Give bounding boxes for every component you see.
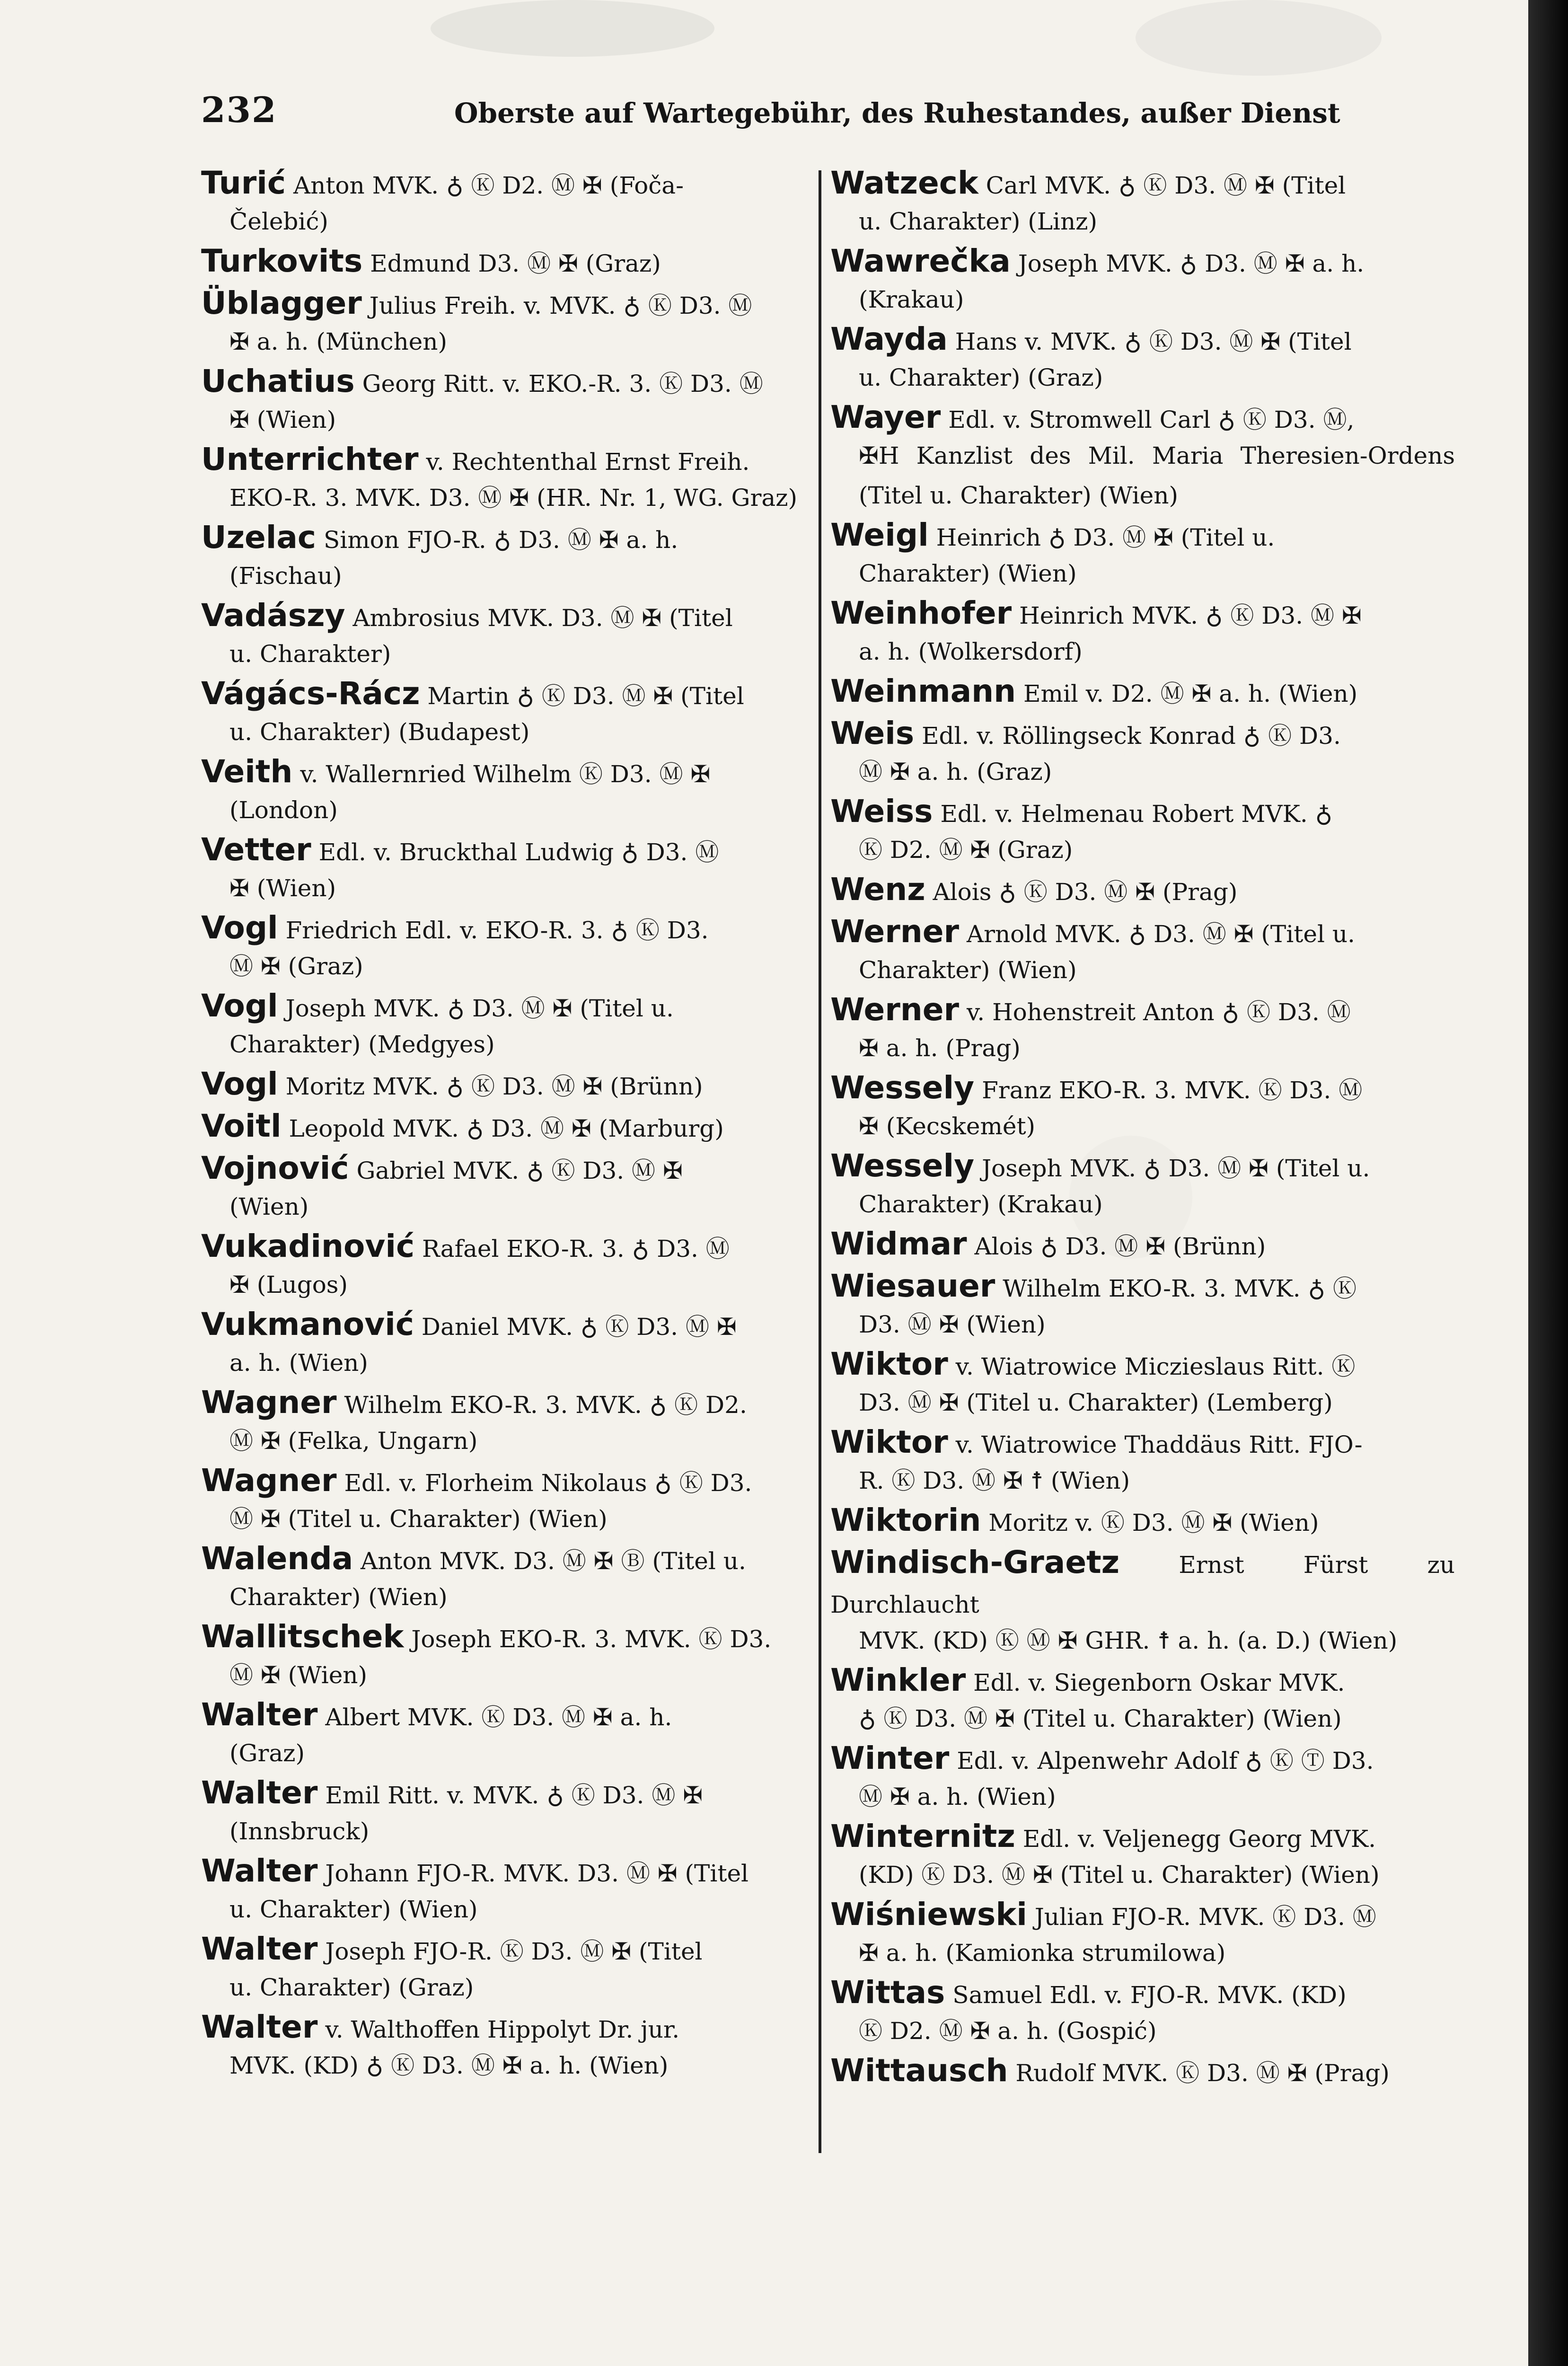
entry-surname: Weiss [830,793,933,830]
entry-surname: Vogl [201,909,278,946]
entry-details: Edl. v. Helmenau Robert MVK. ♁ [940,800,1333,828]
directory-entry [830,870,1455,912]
directory-entry [201,518,807,596]
entry-details: Emil v. D2. Ⓜ ✠ a. h. (Wien) [1023,680,1358,707]
entry-details: Samuel Edl. v. FJO-R. MVK. (KD) [952,1981,1347,2009]
directory-entry [830,1973,1455,2051]
directory-entry [201,1461,807,1539]
entry-surname: Veith [201,753,293,790]
entry-details: Julius Freih. v. MVK. ♁ Ⓚ D3. Ⓜ [369,292,752,319]
entry-line [201,1148,807,1191]
directory-entry [201,283,807,362]
entry-line [830,1422,1455,1465]
entry-details: Moritz MVK. ♁ Ⓚ D3. Ⓜ ✠ (Brünn) [285,1073,703,1100]
entry-details: Heinrich ♁ D3. Ⓜ ✠ (Titel u. [936,524,1275,551]
entry-details: Hans v. MVK. ♁ Ⓚ D3. Ⓜ ✠ (Titel [955,328,1352,355]
entry-line [201,1383,807,1425]
entry-continuation: Ⓜ ✠ (Graz) [229,953,363,980]
directory-entry [201,986,807,1064]
entry-line [830,1895,1455,1937]
entry-surname: Voitl [201,1108,282,1144]
entry-line [201,596,807,638]
entry-continuation: Ⓜ ✠ (Felka, Ungarn) [229,1427,478,1455]
entry-continuation: u. Charakter) (Wien) [229,1896,478,1923]
entry-line [830,1146,1455,1188]
entry-surname: Wayer [830,399,941,435]
entry-surname: Walenda [201,1540,353,1577]
entry-surname: Vadászy [201,597,345,634]
entry-line [830,319,1455,362]
entry-line [830,163,1455,205]
entry-continuation: R. Ⓚ D3. Ⓜ ✠ ☨ (Wien) [859,1467,1130,1494]
entry-details: Joseph MVK. ♁ D3. Ⓜ ✠ (Titel u. [982,1155,1370,1182]
directory-entry [830,319,1455,397]
entry-details: Edl. v. Siegenborn Oskar MVK. [973,1669,1345,1696]
entry-details: v. Hohenstreit Anton ♁ Ⓚ D3. Ⓜ [966,998,1351,1026]
entry-continuation: ✠ (Lugos) [229,1271,348,1298]
directory-entry [201,752,807,830]
entry-details: Edl. v. Bruckthal Ludwig ♁ D3. Ⓜ [318,839,719,866]
directory-entry [201,1064,807,1106]
page-number: 232 [201,90,277,131]
entry-line [201,674,807,716]
entry-surname: Walter [201,2009,318,2045]
directory-entry [830,397,1455,515]
entry-continuation: a. h. (Wien) [229,1349,368,1377]
entry-continuation: (Krakau) [859,286,964,313]
entry-continuation: Charakter) (Wien) [229,1583,448,1611]
entry-surname: Uzelac [201,519,317,556]
directory-entry [201,1227,807,1305]
directory-entry [830,1660,1455,1739]
entry-surname: Vogl [201,988,278,1024]
entry-continuation: D3. Ⓜ ✠ (Titel u. Charakter) (Lemberg) [859,1389,1333,1416]
directory-entry [830,241,1455,319]
entry-details: Edl. v. Röllingseck Konrad ♁ Ⓚ D3. [922,722,1341,750]
directory-entry [201,1148,807,1227]
entry-line [201,1851,807,1893]
entry-continuation: ✠ (Wien) [229,406,336,433]
entry-surname: Vetter [201,831,311,868]
entry-continuation: (London) [229,796,338,824]
entry-line [201,2007,807,2049]
entry-line [830,990,1455,1032]
entry-surname: Winter [830,1740,950,1776]
entry-continuation: Čelebić) [229,208,328,235]
entry-line [830,1817,1455,1859]
entry-line [201,241,807,283]
directory-entry [201,830,807,908]
entry-details: Anton MVK. D3. Ⓜ ✠ Ⓑ (Titel u. [361,1547,746,1575]
directory-entry [830,1146,1455,1224]
directory-entry [201,1773,807,1851]
directory-entry [830,163,1455,241]
entry-line [830,397,1455,440]
entry-surname: Vukadinović [201,1228,415,1264]
entry-continuation: u. Charakter) [229,640,391,668]
entry-surname: Windisch-Graetz [830,1544,1120,1580]
entry-continuation: (KD) Ⓚ D3. Ⓜ ✠ (Titel u. Charakter) (Wien) [859,1861,1380,1889]
entry-line [201,440,807,482]
entry-details: Martin ♁ Ⓚ D3. Ⓜ ✠ (Titel [427,682,744,710]
entry-line [201,908,807,950]
entry-surname: Weigl [830,517,929,553]
directory-entry [830,1739,1455,1817]
entry-surname: Wessely [830,1069,975,1106]
entry-continuation: Ⓚ D2. Ⓜ ✠ (Graz) [859,836,1073,864]
entry-surname: Wiśniewski [830,1896,1027,1933]
entry-details: Joseph EKO-R. 3. MVK. Ⓚ D3. [411,1625,772,1653]
directory-entry [830,1543,1455,1660]
directory-entry [201,596,807,674]
entry-line [830,2051,1455,2093]
entry-surname: Wallitschek [201,1618,404,1655]
entry-details: Joseph FJO-R. Ⓚ D3. Ⓜ ✠ (Titel [325,1938,703,1965]
entry-details: Ernst Fürst zu Durchlaucht [830,1551,1455,1618]
directory-entry [201,1305,807,1383]
directory-entry [830,1422,1455,1501]
entry-line [201,163,807,205]
entry-details: Edmund D3. Ⓜ ✠ (Graz) [370,250,661,277]
entry-continuation: D3. Ⓜ ✠ (Wien) [859,1311,1046,1338]
entry-details: Johann FJO-R. MVK. D3. Ⓜ ✠ (Titel [325,1860,749,1887]
entry-line [201,986,807,1028]
entry-continuation: EKO-R. 3. MVK. D3. Ⓜ ✠ (HR. Nr. 1, WG. Graz) [229,484,797,512]
entry-details: Edl. v. Alpenwehr Adolf ♁ Ⓚ Ⓣ D3. [957,1747,1374,1774]
entry-line [830,1266,1455,1308]
entry-surname: Wittausch [830,2052,1008,2089]
entry-surname: Werner [830,991,960,1028]
entry-details: v. Wiatrowice Miczieslaus Ritt. Ⓚ [955,1353,1356,1380]
directory-entry [201,1851,807,1929]
entry-line [201,1305,807,1347]
directory-entry [830,1501,1455,1543]
entry-surname: Weinmann [830,673,1016,709]
entry-surname: Weis [830,715,915,751]
entry-continuation: ✠ a. h. (München) [229,328,447,355]
entry-continuation: ✠H Kanzlist des Mil. Maria Theresien-Ordens (Titel u. Charakter) (Wien) [859,442,1455,509]
directory-entry [830,1068,1455,1146]
entry-details: Joseph MVK. ♁ D3. Ⓜ ✠ a. h. [1018,250,1365,277]
directory-entry [201,1106,807,1148]
entry-details: Alois ♁ D3. Ⓜ ✠ (Brünn) [974,1233,1266,1260]
entry-details: Anton MVK. ♁ Ⓚ D2. Ⓜ ✠ (Foča- [293,172,684,199]
directory-entry [201,1383,807,1461]
entry-line [830,714,1455,756]
entry-line [830,1543,1455,1624]
directory-entry [830,1266,1455,1344]
directory-entry [201,362,807,440]
entry-continuation: Ⓜ ✠ a. h. (Wien) [859,1783,1056,1810]
entry-continuation: u. Charakter) (Graz) [859,364,1103,391]
entry-continuation: Ⓜ ✠ (Wien) [229,1661,367,1689]
entry-details: Arnold MVK. ♁ D3. Ⓜ ✠ (Titel u. [966,920,1355,948]
entry-line [830,792,1455,834]
entry-details: v. Wiatrowice Thaddäus Ritt. FJO- [955,1431,1363,1458]
entry-line [830,912,1455,954]
entry-details: Moritz v. Ⓚ D3. Ⓜ ✠ (Wien) [988,1509,1319,1536]
entry-continuation: Ⓜ ✠ (Titel u. Charakter) (Wien) [229,1505,608,1533]
entry-line [201,362,807,404]
entry-details: v. Walthoffen Hippolyt Dr. jur. [325,2016,680,2043]
entry-surname: Vágács-Rácz [201,675,420,712]
entry-surname: Vojnović [201,1150,349,1186]
entry-continuation: ✠ (Wien) [229,874,336,902]
entry-details: Wilhelm EKO-R. 3. MVK. ♁ Ⓚ D2. [344,1391,747,1419]
entry-line [830,515,1455,557]
directory-entry [830,593,1455,671]
entry-surname: Wiktor [830,1346,948,1382]
entry-continuation: a. h. (Wolkersdorf) [859,638,1083,665]
column-divider [819,170,821,2153]
entry-line [830,1501,1455,1543]
entry-surname: Wayda [830,321,948,357]
entry-surname: Wessely [830,1148,975,1184]
page-header [0,0,1528,161]
directory-entry [830,1817,1455,1895]
entry-line [201,1695,807,1737]
entry-details: Albert MVK. Ⓚ D3. Ⓜ ✠ a. h. [325,1704,672,1731]
directory-entry [201,1539,807,1617]
directory-entry [201,163,807,241]
entry-details: Georg Ritt. v. EKO.-R. 3. Ⓚ D3. Ⓜ [362,370,763,397]
entry-line [201,1617,807,1659]
entry-details: Julian FJO-R. MVK. Ⓚ D3. Ⓜ [1034,1903,1376,1931]
running-title: Oberste auf Wartegebühr, des Ruhestandes, außer Dienst [454,97,1340,129]
directory-entry [201,1617,807,1695]
entry-continuation: ✠ a. h. (Prag) [859,1034,1021,1062]
entry-surname: Vukmanović [201,1306,414,1342]
directory-entry [201,440,807,518]
entry-continuation: (Innsbruck) [229,1818,370,1845]
entry-continuation: (Graz) [229,1739,305,1767]
entry-details: Rafael EKO-R. 3. ♁ D3. Ⓜ [422,1235,730,1262]
directory-entry [830,912,1455,990]
entry-details: Alois ♁ Ⓚ D3. Ⓜ ✠ (Prag) [933,878,1238,906]
entry-surname: Walter [201,1853,318,1889]
entry-line [201,1773,807,1815]
entry-surname: Üblagger [201,285,362,321]
directory-entry [201,674,807,752]
entry-line [830,1973,1455,2015]
entry-details: Gabriel MVK. ♁ Ⓚ D3. Ⓜ ✠ [356,1157,683,1184]
entry-line [830,870,1455,912]
entry-continuation: Ⓚ D2. Ⓜ ✠ a. h. (Gospić) [859,2017,1157,2045]
right-column [830,163,1455,2151]
entry-continuation: u. Charakter) (Linz) [859,208,1098,235]
entry-details: Daniel MVK. ♁ Ⓚ D3. Ⓜ ✠ [421,1313,737,1341]
entry-details: Simon FJO-R. ♁ D3. Ⓜ ✠ a. h. [323,526,678,554]
entry-line [830,241,1455,283]
entry-details: Emil Ritt. v. MVK. ♁ Ⓚ D3. Ⓜ ✠ [325,1782,703,1809]
directory-entry [830,1895,1455,1973]
entry-surname: Werner [830,913,960,950]
entry-details: Edl. v. Florheim Nikolaus ♁ Ⓚ D3. [344,1469,752,1497]
entry-details: Heinrich MVK. ♁ Ⓚ D3. Ⓜ ✠ [1019,602,1362,629]
entry-surname: Wiktorin [830,1502,981,1538]
entry-continuation: Charakter) (Wien) [859,560,1077,587]
entry-details: Edl. v. Stromwell Carl ♁ Ⓚ D3. Ⓜ, [948,406,1355,433]
entry-line [201,1461,807,1503]
entry-line [201,1539,807,1581]
entry-line [201,1106,807,1148]
entry-line [201,283,807,326]
entry-details: Friedrich Edl. v. EKO-R. 3. ♁ Ⓚ D3. [285,917,709,944]
entry-line [830,1224,1455,1266]
entry-continuation: Charakter) (Medgyes) [229,1031,495,1058]
entry-details: Joseph MVK. ♁ D3. Ⓜ ✠ (Titel u. [285,995,674,1022]
directory-entry [830,1344,1455,1422]
entry-surname: Wagner [201,1384,337,1421]
entry-surname: Wawrečka [830,243,1011,279]
directory-entry [830,714,1455,792]
entry-surname: Uchatius [201,363,355,399]
entry-line [830,1344,1455,1386]
entry-line [201,1064,807,1106]
entry-surname: Winternitz [830,1818,1015,1854]
entry-details: Leopold MVK. ♁ D3. Ⓜ ✠ (Marburg) [289,1115,724,1142]
entry-continuation: u. Charakter) (Budapest) [229,718,530,746]
directory-entry [830,671,1455,714]
directory-entry [830,515,1455,593]
entry-continuation: (Fischau) [229,562,342,590]
entry-line [830,1068,1455,1110]
directory-entry [830,990,1455,1068]
entry-continuation: Ⓜ ✠ a. h. (Graz) [859,758,1052,786]
entry-line [830,1660,1455,1703]
entry-line [830,593,1455,636]
entry-line [201,1227,807,1269]
entry-details: Rudolf MVK. Ⓚ D3. Ⓜ ✠ (Prag) [1015,2059,1390,2087]
entry-surname: Vogl [201,1066,278,1102]
entry-line [201,752,807,794]
entry-surname: Walter [201,1774,318,1811]
directory-entry [201,2007,807,2085]
entry-surname: Turić [201,165,286,201]
entry-line [830,1739,1455,1781]
entry-surname: Weinhofer [830,595,1012,631]
entry-surname: Turkovits [201,243,363,279]
entry-line [201,1929,807,1971]
entry-surname: Watzeck [830,165,978,201]
directory-entry [830,1224,1455,1266]
scan-dark-edge [1528,0,1568,2366]
entry-surname: Wittas [830,1974,945,2011]
entry-surname: Wiktor [830,1424,948,1460]
entry-details: Carl MVK. ♁ Ⓚ D3. Ⓜ ✠ (Titel [986,172,1346,199]
left-column [201,163,807,2151]
directory-entry [201,1929,807,2007]
entry-continuation: Charakter) (Krakau) [859,1191,1103,1218]
entry-surname: Walter [201,1696,318,1733]
entry-details: Wilhelm EKO-R. 3. MVK. ♁ Ⓚ [1003,1275,1357,1302]
entry-surname: Widmar [830,1226,967,1262]
entry-details: v. Wallernried Wilhelm Ⓚ D3. Ⓜ ✠ [300,760,711,788]
entry-surname: Unterrichter [201,441,419,477]
entry-continuation: ✠ a. h. (Kamionka strumilowa) [859,1939,1226,1967]
entry-line [830,671,1455,714]
entry-details: Ambrosius MVK. D3. Ⓜ ✠ (Titel [352,604,733,632]
directory-entry [201,908,807,986]
entry-continuation: u. Charakter) (Graz) [229,1974,474,2001]
directory-entry [201,241,807,283]
entry-line [201,518,807,560]
entry-details: Edl. v. Veljenegg Georg MVK. [1022,1825,1376,1853]
entry-surname: Winkler [830,1662,966,1698]
entry-surname: Wenz [830,871,925,908]
entry-continuation: MVK. (KD) ♁ Ⓚ D3. Ⓜ ✠ a. h. (Wien) [229,2052,669,2079]
entry-continuation: ✠ (Kecskemét) [859,1112,1036,1140]
entry-continuation: (Wien) [229,1193,309,1220]
directory-entry [201,1695,807,1773]
entry-continuation: MVK. (KD) Ⓚ Ⓜ ✠ GHR. ☨ a. h. (a. D.) (Wien) [859,1627,1398,1654]
directory-entry [830,792,1455,870]
entry-details: Franz EKO-R. 3. MVK. Ⓚ D3. Ⓜ [982,1077,1363,1104]
entry-continuation: Charakter) (Wien) [859,956,1077,984]
entry-continuation: ♁ Ⓚ D3. Ⓜ ✠ (Titel u. Charakter) (Wien) [859,1705,1342,1732]
entry-line [201,830,807,872]
directory-entry [830,2051,1455,2093]
entry-surname: Wiesauer [830,1268,995,1304]
entry-details: v. Rechtenthal Ernst Freih. [426,448,750,476]
entry-surname: Wagner [201,1462,337,1499]
entry-surname: Walter [201,1931,318,1967]
